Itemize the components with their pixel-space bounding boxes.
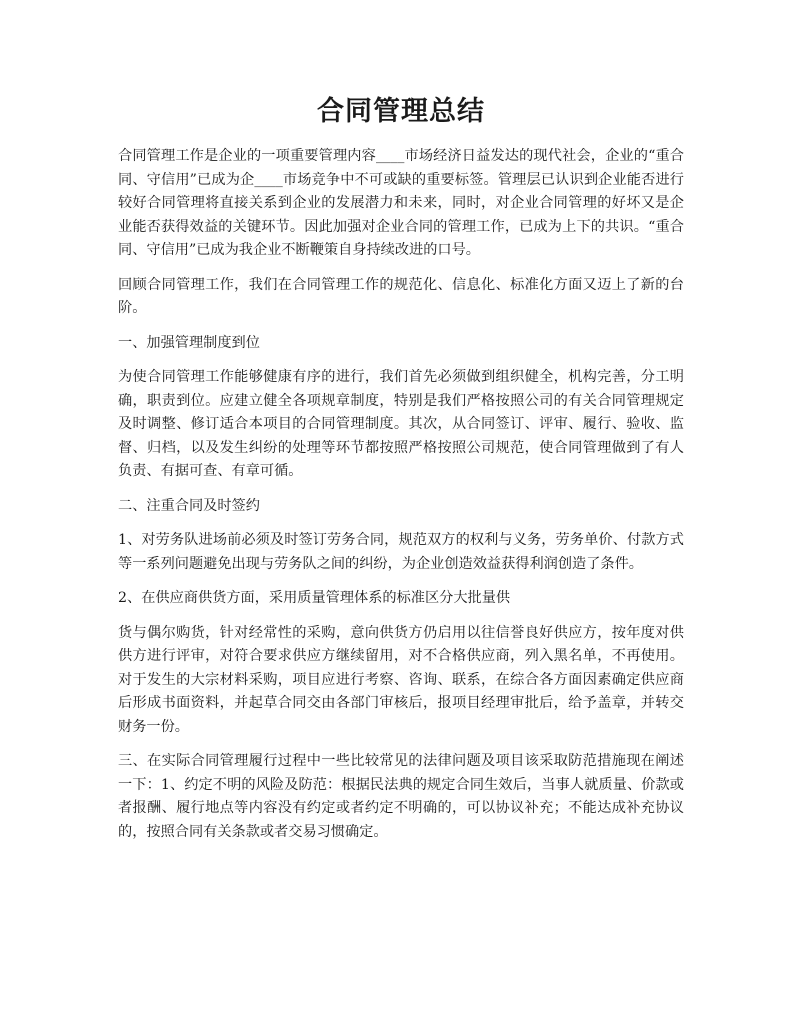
paragraph-item-2: 2、在供应商供货方面，采用质量管理体系的标准区分大批量供 [118,590,511,606]
section-heading-2: 二、注重合同及时签约 [118,497,260,514]
paragraph-intro: 合同管理工作是企业的一项重要管理内容____市场经济日益发达的现代社会，企业的“重合同、守信用”已成为企____市场竞争中不可或缺的重要标签。管理层已认识到企业能否进行较好合同管理将直接关系到企业的发展潜力和未来，同时，对企业合同管理的好坏又是企业能否获得效益的关键环节。因此加强对企业合同的管理工作，已成为上下的共识。“重合同、守信用”已成为我企业不断鞭策自身持续改进的口号。 [118,148,684,258]
section-heading-1: 一、加强管理制度到位 [118,334,260,351]
document-title: 合同管理总结 [317,96,485,127]
paragraph-section-3: 三、在实际合同管理履行过程中一些比较常见的法律问题及项目该采取防范措施现在阐述一下：1、约定不明的风险及防范：根据民法典的规定合同生效后，当事人就质量、价款或者报酬、履行地点等内容没有约定或者约定不明确的，可以协议补充；不能达成补充协议的，按照合同有关条款或者交易习惯确定。 [118,753,684,840]
paragraph-item-1: 1、对劳务队进场前必须及时签订劳务合同，规范双方的权利与义务，劳务单价、付款方式等一系列问题避免出现与劳务队之间的纠纷，为企业创造效益获得利润创造了条件。 [118,532,684,572]
document-page [118,92,684,855]
paragraph-review: 回顾合同管理工作，我们在合同管理工作的规范化、信息化、标准化方面又迈上了新的台阶。 [118,276,684,316]
paragraph-item-2-continued: 货与偶尔购货，针对经常性的采购，意向供货方仍启用以往信誉良好供应方，按年度对供供方进行评审，对符合要求供应方继续留用，对不合格供应商，列入黑名单，不再使用。对于发生的大宗材料采购，项目应进行考察、咨询、联系，在综合各方面因素确定供应商后形成书面资料，并起草合同交由各部门审核后，报项目经理审批后，给予盖章，并转交财务一份。 [118,624,684,735]
paragraph-section-1: 为使合同管理工作能够健康有序的进行，我们首先必须做到组织健全，机构完善，分工明确，职责到位。应建立健全各项规章制度，特别是我们严格按照公司的有关合同管理规定及时调整、修订适合本项目的合同管理制度。其次，从合同签订、评审、履行、验收、监督、归档，以及发生纠纷的处理等环节都按照严格按照公司规范，使合同管理做到了有人负责、有据可查、有章可循。 [118,369,684,479]
